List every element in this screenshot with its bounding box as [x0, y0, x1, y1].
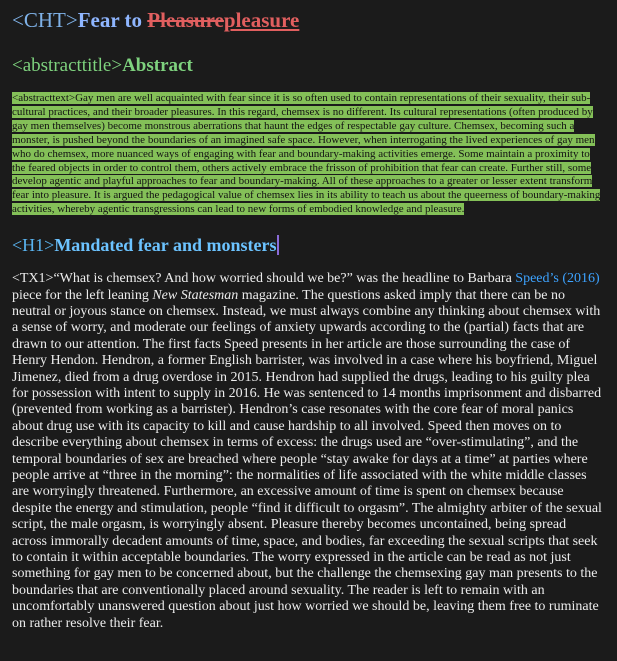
chapter-title	[12, 6, 605, 34]
abstract-text: <abstracttext>Gay men are well acquainted with fear since it is so often used to contain representations of their sexuality, their sub-cultural practices, and their broader pleasures. In this regard, chemsex is no different. Its cultural representations (often produced by gay men themselves) become monstrous aberrations that haunt the edges of respectable gay culture. Chemsex, becoming such a monster, is pushed beyond the boundaries of an imagined safe space. However, when interrogating the lived experiences of gay men who do chemsex, more nuanced ways of engaging with fear and boundary-making activities emerge. Some maintain a proximity to the feared objects in order to control them, others actively embrace the frisson of prohibition that fear can create. Further still, some develop agentic and playful approaches to fear and boundary-making. All of these approaches to a greater or lesser extent transform fear into pleasure. It is argued the pedagogical value of chemsex lies in its ability to teach us about the queerness of boundary-making activities, whereby agentic transgressions can lead to new forms of embodied knowledge and pleasure.	[12, 92, 601, 216]
chapter-title-main: Fear to	[77, 8, 148, 32]
abstract-heading-text: Abstract	[122, 55, 193, 76]
section-heading[interactable]	[12, 233, 605, 257]
chapter-title-tag: <CHT>	[12, 8, 78, 32]
body-text-part3: magazine. The questions asked imply that there can be no neutral or joyous stance on chemsex. Instead, we must always combine any thinking about chemsex with a sense of worry, and moderate our feelings of anxiety upwards according to the (partial) facts that are drawn to our attention. The first facts Speed presents in her article are those surrounding the case of Henry Hendon. Hendron, a former English barrister, was involved in a case where his boyfriend, Miguel Jimenez, died from a drug overdose in 2015. Hendron had supplied the drugs, leading to his guilty plea for possession with intent to supply in 2016. He was sentenced to 14 months imprisonment and disbarred (prevented from working as a barrister). Hendron’s case resonates with the core fear of moral panics about drug use with its capacity to kill and cause hardship to all involved. Speed then moves on to describe everything about chemsex in terms of excess: the drugs used are “over-stimulating”, and the temporal boundaries of sex are breached where people “stay awake for days at a time” at parties where people arrive at “three in the morning”: the normalities of life associated with the white middle classes are worryingly threatened. Furthermore, an excessive amount of time is spent on chemsex because despite the energy and stimulation, people “find it difficult to orgasm”. The almighty arbiter of the sexual script, the male orgasm, is worryingly absent. Pleasure thereby becomes uncontained, being spread across immorally decadent amounts of time, space, and bodies, far exceeding the sexual scripts that seek to contain it within acceptable boundaries. The worry expressed in the article can be read as not just something for gay men to be concerned about, but the challenge the chemsexing gay man presents to the boundaries that are conventionally placed around sexuality. The reader is left to remain with an uncomfortably unanswered question about just how worried we should be, leaving them free to ruminate on rather resolve their fear.	[12, 287, 602, 631]
body-text-part2: piece for the left leaning	[12, 287, 153, 303]
publication-name: New Statesman	[152, 287, 239, 303]
section-heading-tag: <H1>	[12, 235, 55, 256]
text-cursor	[277, 235, 279, 255]
tracked-deletion[interactable]: Pleasure	[147, 8, 224, 32]
section-heading-text: Mandated fear and monsters	[54, 235, 277, 256]
citation-link[interactable]: Speed’s (2016)	[515, 271, 600, 287]
body-paragraph[interactable]	[12, 271, 604, 632]
tracked-insertion[interactable]: pleasure	[223, 8, 300, 32]
abstract-paragraph[interactable]	[12, 92, 605, 217]
body-text-part1: <TX1>“What is chemsex? And how worried should we be?” was the headline to Barbara	[12, 271, 516, 287]
abstract-heading-tag: <abstracttitle>	[12, 55, 123, 76]
abstract-heading	[12, 54, 605, 78]
